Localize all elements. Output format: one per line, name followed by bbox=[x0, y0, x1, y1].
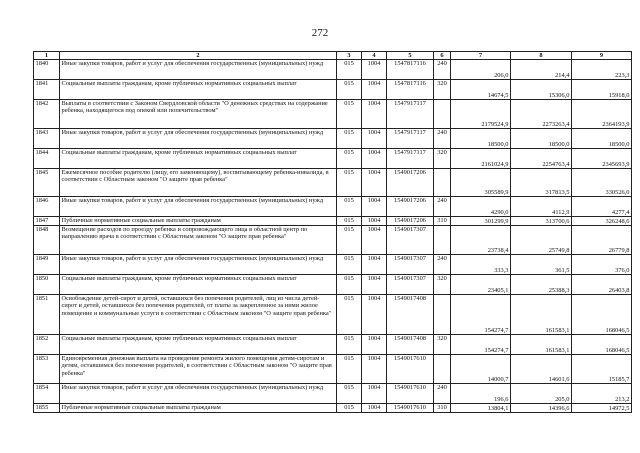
expense-type-code: 240 bbox=[434, 197, 451, 217]
amount-year-2: 25749,8 bbox=[511, 226, 572, 255]
row-description: Публичные нормативные социальные выплаты гражданам bbox=[60, 217, 337, 226]
row-number: 1846 bbox=[34, 197, 60, 217]
page-number: 272 bbox=[311, 27, 329, 39]
amount-year-3: 326248,6 bbox=[572, 217, 632, 226]
amount-year-3: 26403,8 bbox=[572, 275, 632, 295]
row-number: 1847 bbox=[34, 217, 60, 226]
amount-year-2: 4112,9 bbox=[511, 197, 572, 217]
section-code: 1004 bbox=[362, 384, 387, 404]
row-number: 1854 bbox=[34, 384, 60, 404]
target-code: 1549017307 bbox=[387, 226, 434, 255]
row-number: 1845 bbox=[34, 169, 60, 197]
amount-year-1: 301299,9 bbox=[451, 217, 511, 226]
amount-year-3: 2364193,9 bbox=[572, 100, 632, 129]
ministry-code: 015 bbox=[337, 355, 362, 384]
row-description: Иные закупки товаров, работ и услуг для обеспечения государственных (муниципальных) нужд bbox=[60, 255, 337, 275]
amount-year-3: 2345693,9 bbox=[572, 149, 632, 169]
amount-year-2: 2254763,4 bbox=[511, 149, 572, 169]
row-number: 1843 bbox=[34, 129, 60, 149]
target-code: 1549017408 bbox=[387, 295, 434, 335]
row-description: Освобождение детей-сирот и детей, оставшихся без попечения родителей, лиц из числа детей-сирот и детей, оставшихся без попечения родителей, от платы за закрепленное за ними жилое помещение и коммунальные услуги в соответствии с Областным законом "О защите прав ребенка" bbox=[60, 295, 337, 335]
table-row bbox=[34, 355, 632, 384]
row-number: 1852 bbox=[34, 335, 60, 355]
ministry-code: 015 bbox=[337, 60, 362, 80]
row-number: 1848 bbox=[34, 226, 60, 255]
amount-year-3: 168046,5 bbox=[572, 335, 632, 355]
header-cell: 5 bbox=[387, 52, 434, 60]
table-row bbox=[34, 129, 632, 149]
amount-year-1: 18500,0 bbox=[451, 129, 511, 149]
target-code: 1549017610 bbox=[387, 404, 434, 413]
section-code: 1004 bbox=[362, 80, 387, 100]
section-code: 1004 bbox=[362, 295, 387, 335]
amount-year-1: 4290,0 bbox=[451, 197, 511, 217]
target-code: 1547817116 bbox=[387, 60, 434, 80]
row-description: Иные закупки товаров, работ и услуг для обеспечения государственных (муниципальных) нужд bbox=[60, 60, 337, 80]
row-description: Выплаты в соответствии с Законом Свердловской области "О денежных средствах на содержание ребенка, находящегося под опекой или попечительством" bbox=[60, 100, 337, 129]
amount-year-2: 161583,1 bbox=[511, 335, 572, 355]
amount-year-1: 206,0 bbox=[451, 60, 511, 80]
amount-year-2: 15306,0 bbox=[511, 80, 572, 100]
row-number: 1844 bbox=[34, 149, 60, 169]
target-code: 1549017206 bbox=[387, 197, 434, 217]
expense-type-code bbox=[434, 355, 451, 384]
row-description: Социальные выплаты гражданам, кроме публичных нормативных социальных выплат bbox=[60, 149, 337, 169]
section-code: 1004 bbox=[362, 149, 387, 169]
row-description: Социальные выплаты гражданам, кроме публичных нормативных социальных выплат bbox=[60, 80, 337, 100]
header-cell: 7 bbox=[451, 52, 511, 60]
target-code: 1547917117 bbox=[387, 129, 434, 149]
table-row bbox=[34, 217, 632, 226]
header-cell: 9 bbox=[572, 52, 632, 60]
amount-year-2: 18500,0 bbox=[511, 129, 572, 149]
amount-year-3: 14972,5 bbox=[572, 404, 632, 413]
amount-year-2: 161583,1 bbox=[511, 295, 572, 335]
table-row bbox=[34, 149, 632, 169]
amount-year-1: 14674,5 bbox=[451, 80, 511, 100]
section-code: 1004 bbox=[362, 404, 387, 413]
section-code: 1004 bbox=[362, 60, 387, 80]
amount-year-3: 18500,0 bbox=[572, 129, 632, 149]
target-code: 1549017206 bbox=[387, 169, 434, 197]
amount-year-1: 154274,7 bbox=[451, 295, 511, 335]
ministry-code: 015 bbox=[337, 226, 362, 255]
ministry-code: 015 bbox=[337, 217, 362, 226]
expense-type-code: 320 bbox=[434, 80, 451, 100]
row-number: 1855 bbox=[34, 404, 60, 413]
target-code: 1549017206 bbox=[387, 217, 434, 226]
row-number: 1850 bbox=[34, 275, 60, 295]
header-cell: 4 bbox=[362, 52, 387, 60]
amount-year-2: 317813,5 bbox=[511, 169, 572, 197]
table-row bbox=[34, 226, 632, 255]
ministry-code: 015 bbox=[337, 404, 362, 413]
target-code: 1549017610 bbox=[387, 384, 434, 404]
ministry-code: 015 bbox=[337, 335, 362, 355]
ministry-code: 015 bbox=[337, 384, 362, 404]
amount-year-3: 26779,8 bbox=[572, 226, 632, 255]
amount-year-2: 2273263,4 bbox=[511, 100, 572, 129]
target-code: 1547917117 bbox=[387, 149, 434, 169]
section-code: 1004 bbox=[362, 217, 387, 226]
table-row bbox=[34, 169, 632, 197]
table-row bbox=[34, 100, 632, 129]
row-number: 1841 bbox=[34, 80, 60, 100]
amount-year-1: 2161024,9 bbox=[451, 149, 511, 169]
target-code: 1549017307 bbox=[387, 255, 434, 275]
table-row bbox=[34, 295, 632, 335]
section-code: 1004 bbox=[362, 100, 387, 129]
row-description: Социальные выплаты гражданам, кроме публичных нормативных социальных выплат bbox=[60, 335, 337, 355]
amount-year-1: 13804,1 bbox=[451, 404, 511, 413]
ministry-code: 015 bbox=[337, 169, 362, 197]
ministry-code: 015 bbox=[337, 255, 362, 275]
row-description: Иные закупки товаров, работ и услуг для обеспечения государственных (муниципальных) нужд bbox=[60, 384, 337, 404]
amount-year-3: 330526,0 bbox=[572, 169, 632, 197]
target-code: 1549017610 bbox=[387, 355, 434, 384]
amount-year-1: 196,6 bbox=[451, 384, 511, 404]
amount-year-1: 305589,9 bbox=[451, 169, 511, 197]
ministry-code: 015 bbox=[337, 295, 362, 335]
expense-type-code: 240 bbox=[434, 384, 451, 404]
ministry-code: 015 bbox=[337, 129, 362, 149]
row-description: Возмещение расходов по проезду ребенка и сопровождающего лица в областной центр по направлению врача в соответствии с Областным законом "О защите прав ребенка" bbox=[60, 226, 337, 255]
amount-year-1: 14000,7 bbox=[451, 355, 511, 384]
section-code: 1004 bbox=[362, 255, 387, 275]
table-row bbox=[34, 275, 632, 295]
ministry-code: 015 bbox=[337, 197, 362, 217]
section-code: 1004 bbox=[362, 169, 387, 197]
row-number: 1853 bbox=[34, 355, 60, 384]
section-code: 1004 bbox=[362, 129, 387, 149]
expense-type-code: 320 bbox=[434, 275, 451, 295]
row-description: Социальные выплаты гражданам, кроме публичных нормативных социальных выплат bbox=[60, 275, 337, 295]
row-number: 1851 bbox=[34, 295, 60, 335]
expense-type-code bbox=[434, 295, 451, 335]
amount-year-3: 376,0 bbox=[572, 255, 632, 275]
row-number: 1840 bbox=[34, 60, 60, 80]
amount-year-1: 23405,1 bbox=[451, 275, 511, 295]
ministry-code: 015 bbox=[337, 275, 362, 295]
row-description: Иные закупки товаров, работ и услуг для обеспечения государственных (муниципальных) нужд bbox=[60, 129, 337, 149]
target-code: 1549017408 bbox=[387, 335, 434, 355]
table-row bbox=[34, 80, 632, 100]
amount-year-2: 14601,6 bbox=[511, 355, 572, 384]
row-number: 1842 bbox=[34, 100, 60, 129]
target-code: 1547817116 bbox=[387, 80, 434, 100]
row-description: Единовременная денежная выплата на проведение ремонта жилого помещения детям-сиротам и детям, оставшимся без попечения родителей, в соответствии с Областным законом "О защите прав ребенка" bbox=[60, 355, 337, 384]
section-code: 1004 bbox=[362, 275, 387, 295]
row-description: Иные закупки товаров, работ и услуг для обеспечения государственных (муниципальных) нужд bbox=[60, 197, 337, 217]
header-cell: 3 bbox=[337, 52, 362, 60]
row-description: Ежемесячное пособие родителю (лицу, его заменяющему), воспитывающему ребенка-инвалида, в соответствии с Областным законом "О защите прав ребенка" bbox=[60, 169, 337, 197]
budget-table bbox=[33, 51, 632, 413]
table-row bbox=[34, 384, 632, 404]
target-code: 1547917117 bbox=[387, 100, 434, 129]
section-code: 1004 bbox=[362, 226, 387, 255]
section-code: 1004 bbox=[362, 335, 387, 355]
expense-type-code: 240 bbox=[434, 60, 451, 80]
table-row bbox=[34, 197, 632, 217]
ministry-code: 015 bbox=[337, 80, 362, 100]
amount-year-1: 2179524,9 bbox=[451, 100, 511, 129]
ministry-code: 015 bbox=[337, 149, 362, 169]
amount-year-3: 168046,5 bbox=[572, 295, 632, 335]
section-code: 1004 bbox=[362, 197, 387, 217]
table-row bbox=[34, 335, 632, 355]
expense-type-code bbox=[434, 226, 451, 255]
amount-year-1: 23738,4 bbox=[451, 226, 511, 255]
header-cell: 8 bbox=[511, 52, 572, 60]
amount-year-2: 25388,3 bbox=[511, 275, 572, 295]
amount-year-2: 361,5 bbox=[511, 255, 572, 275]
amount-year-1: 154274,7 bbox=[451, 335, 511, 355]
table-row bbox=[34, 60, 632, 80]
expense-type-code: 320 bbox=[434, 149, 451, 169]
table-row bbox=[34, 404, 632, 413]
target-code: 1549017307 bbox=[387, 275, 434, 295]
header-cell: 2 bbox=[60, 52, 337, 60]
expense-type-code: 310 bbox=[434, 404, 451, 413]
amount-year-2: 205,0 bbox=[511, 384, 572, 404]
expense-type-code: 310 bbox=[434, 217, 451, 226]
expense-type-code: 240 bbox=[434, 129, 451, 149]
expense-type-code bbox=[434, 169, 451, 197]
amount-year-1: 333,3 bbox=[451, 255, 511, 275]
amount-year-3: 15918,0 bbox=[572, 80, 632, 100]
amount-year-3: 223,3 bbox=[572, 60, 632, 80]
expense-type-code: 320 bbox=[434, 335, 451, 355]
expense-type-code: 240 bbox=[434, 255, 451, 275]
amount-year-3: 4277,4 bbox=[572, 197, 632, 217]
amount-year-2: 14396,6 bbox=[511, 404, 572, 413]
amount-year-3: 15185,7 bbox=[572, 355, 632, 384]
table-row bbox=[34, 255, 632, 275]
amount-year-2: 214,4 bbox=[511, 60, 572, 80]
amount-year-2: 313700,6 bbox=[511, 217, 572, 226]
header-cell: 1 bbox=[34, 52, 60, 60]
header-row bbox=[34, 52, 632, 60]
section-code: 1004 bbox=[362, 355, 387, 384]
row-number: 1849 bbox=[34, 255, 60, 275]
ministry-code: 015 bbox=[337, 100, 362, 129]
header-cell: 6 bbox=[434, 52, 451, 60]
row-description: Публичные нормативные социальные выплаты гражданам bbox=[60, 404, 337, 413]
expense-type-code bbox=[434, 100, 451, 129]
amount-year-3: 213,2 bbox=[572, 384, 632, 404]
